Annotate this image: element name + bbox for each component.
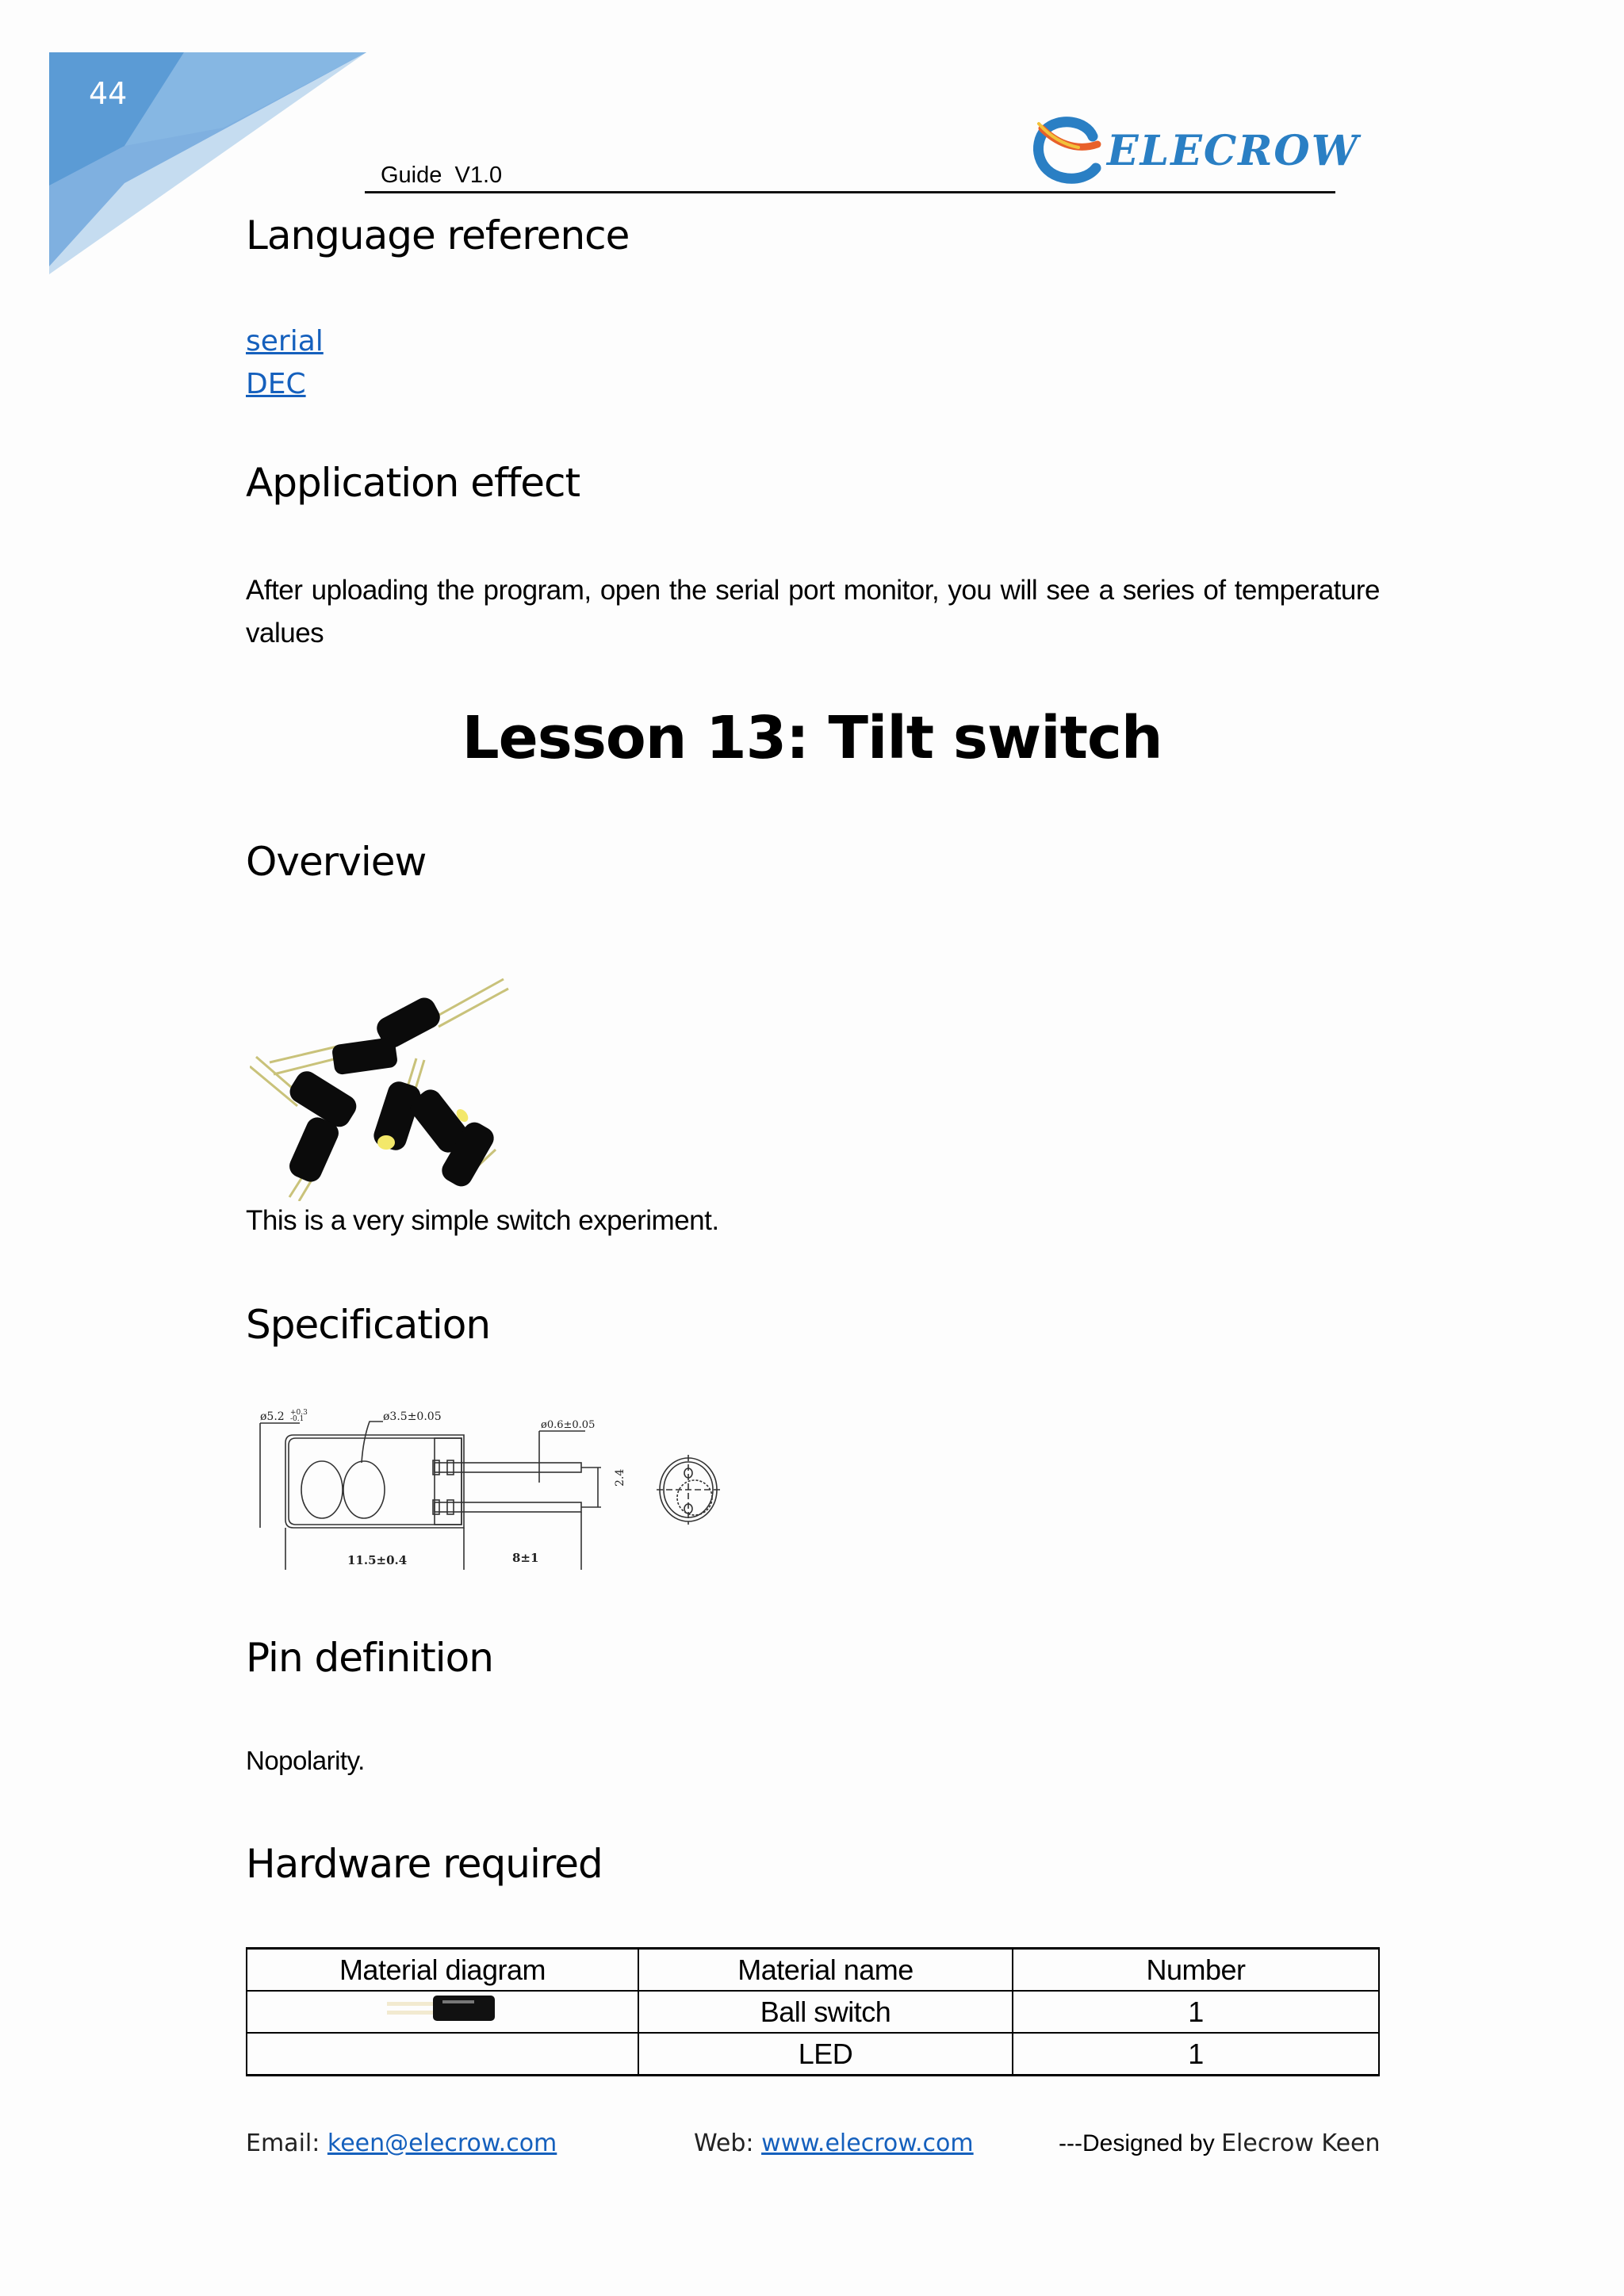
header-number: Number <box>1013 1949 1379 1992</box>
heading-overview: Overview <box>246 839 427 885</box>
svg-text:2.4: 2.4 <box>614 1468 626 1487</box>
heading-specification: Specification <box>246 1302 491 1348</box>
material-number: 1 <box>1013 2033 1379 2076</box>
header-material-diagram: Material diagram <box>247 1949 638 1992</box>
footer-web <box>694 2130 974 2157</box>
web-link[interactable]: www.elecrow.com <box>761 2130 974 2157</box>
link-dec[interactable]: DEC <box>246 368 306 400</box>
lesson-title: Lesson 13: Tilt switch <box>462 704 1162 772</box>
footer-designed-by <box>1059 2130 1381 2157</box>
svg-text:ø3.5±0.05: ø3.5±0.05 <box>383 1410 442 1423</box>
pin-definition-text: Nopolarity. <box>246 1746 365 1775</box>
svg-text:+0.3: +0.3 <box>290 1409 308 1417</box>
hardware-table <box>246 1947 1380 2076</box>
designed-name: Elecrow Keen <box>1221 2130 1381 2157</box>
svg-text:8±1: 8±1 <box>512 1551 539 1565</box>
header-material-name: Material name <box>638 1949 1013 1992</box>
footer-email <box>246 2130 557 2157</box>
material-diagram-empty <box>247 2033 638 2076</box>
tilt-switch-dimension-diagram <box>252 1407 776 1578</box>
table-row <box>247 1991 1379 2033</box>
ball-switch-icon <box>387 1992 498 2024</box>
email-label: Email: <box>246 2130 327 2157</box>
table-row <box>247 2033 1379 2076</box>
svg-text:ø0.6±0.05: ø0.6±0.05 <box>541 1419 596 1431</box>
guide-version-label: Guide V1.0 <box>381 163 503 188</box>
elecrow-logo <box>1031 113 1360 186</box>
logo-text: ELECROW <box>1107 127 1360 175</box>
material-name: LED <box>638 2033 1013 2076</box>
material-name: Ball switch <box>638 1991 1013 2033</box>
elecrow-e-icon <box>1031 113 1104 186</box>
table-header-row <box>247 1949 1379 1992</box>
heading-hardware-required: Hardware required <box>246 1841 603 1887</box>
email-link[interactable]: keen@elecrow.com <box>327 2130 557 2157</box>
link-serial[interactable]: serial <box>246 325 324 358</box>
heading-language-reference: Language reference <box>246 212 630 258</box>
web-label: Web: <box>694 2130 762 2157</box>
ball-switch-thumbnail <box>247 1991 638 2033</box>
heading-application-effect: Application effect <box>246 460 580 506</box>
material-number: 1 <box>1013 1991 1379 2033</box>
application-effect-text: After uploading the program, open the serial port monitor, you will see a series of temperature values <box>246 575 1380 649</box>
tilt-switch-photo <box>250 971 567 1201</box>
heading-pin-definition: Pin definition <box>246 1635 493 1681</box>
overview-caption: This is a very simple switch experiment. <box>246 1205 719 1236</box>
svg-text:-0.1: -0.1 <box>290 1415 304 1423</box>
designed-prefix: ---Designed by <box>1059 2130 1222 2156</box>
page-number: 44 <box>89 76 128 111</box>
dim-body-diameter: ø5.2 <box>260 1410 285 1423</box>
header-divider <box>365 191 1335 193</box>
svg-text:11.5±0.4: 11.5±0.4 <box>347 1553 408 1567</box>
